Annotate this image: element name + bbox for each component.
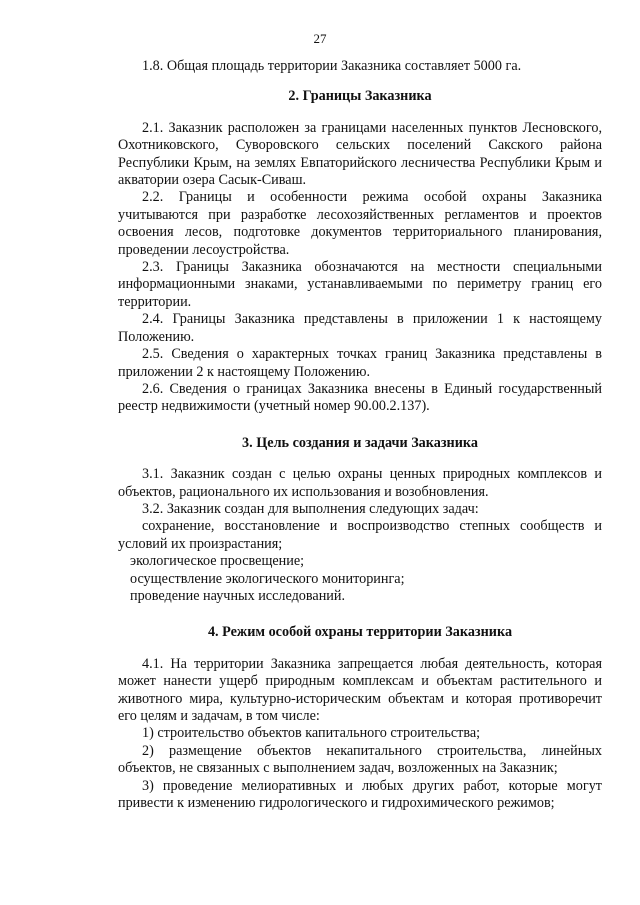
list-item-restriction-1: 1) строительство объектов капитального строительства; xyxy=(142,725,481,742)
paragraph-1-8: 1.8. Общая площадь территории Заказника составляет 5000 га. xyxy=(142,58,522,74)
paragraph-3-1: 3.1. Заказник создан с целью охраны ценных природных комплексов и объектов, рационального их использования и возобновления. xyxy=(118,466,602,500)
paragraph-3-2: 3.2. Заказник создан для выполнения следующих задач: xyxy=(142,500,479,517)
document-body xyxy=(118,58,602,812)
paragraph-2-6: 2.6. Сведения о границах Заказника внесены в Единый государственный реестр недвижимости (учетный номер 90.00.2.137). xyxy=(118,380,602,415)
list-item-task: проведение научных исследований. xyxy=(130,587,346,604)
paragraph-2-3: 2.3. Границы Заказника обозначаются на местности специальными информационными знаками, устанавливаемыми по периметру границ его территории. xyxy=(118,259,602,310)
list-item-task: экологическое просвещение; xyxy=(130,553,305,570)
paragraph-2-4: 2.4. Границы Заказника представлены в приложении 1 к настоящему Положению. xyxy=(118,311,602,345)
paragraph-2-5: 2.5. Сведения о характерных точках границ Заказника представлены в приложении 2 к настоящему Положению. xyxy=(118,346,602,380)
list-item-restriction-3: 3) проведение мелиоративных и любых других работ, которые могут привести к изменению гидрологического и гидрохимического режимов; xyxy=(118,777,602,812)
paragraph-3-2-task-1: сохранение, восстановление и воспроизводство степных сообществ и условий их произрастания; xyxy=(118,518,602,552)
section-2-heading: 2. Границы Заказника xyxy=(288,88,432,105)
list-item-restriction-2: 2) размещение объектов некапитального строительства, линейных объектов, не связанных с выполнением задач, возложенных на Заказник; xyxy=(118,742,602,777)
paragraph-2-2: 2.2. Границы и особенности режима особой охраны Заказника учитываются при разработке лесохозяйственных регламентов и проектов освоения лесов, подготовке документов территориального планирования, проведении лесоустройства. xyxy=(118,189,602,258)
list-item-task: осуществление экологического мониторинга; xyxy=(130,570,405,587)
paragraph-2-1: 2.1. Заказник расположен за границами населенных пунктов Лесновского, Охотниковского, Суворовского сельских поселений Сакского района Республики Крым, на землях Евпаторийского лесничества Республики Крым и акватории озера Сасык-Сиваш. xyxy=(118,119,602,189)
paragraph-4-1: 4.1. На территории Заказника запрещается любая деятельность, которая может нанести ущерб природным комплексам и объектам растительного и животного мира, культурно-историческим объектам и которая противоречит его целям и задачам, в том числе: xyxy=(118,655,602,724)
page-number: 27 xyxy=(313,31,327,46)
section-4-heading: 4. Режим особой охраны территории Заказника xyxy=(207,624,513,641)
section-3-heading: 3. Цель создания и задачи Заказника xyxy=(242,434,478,451)
